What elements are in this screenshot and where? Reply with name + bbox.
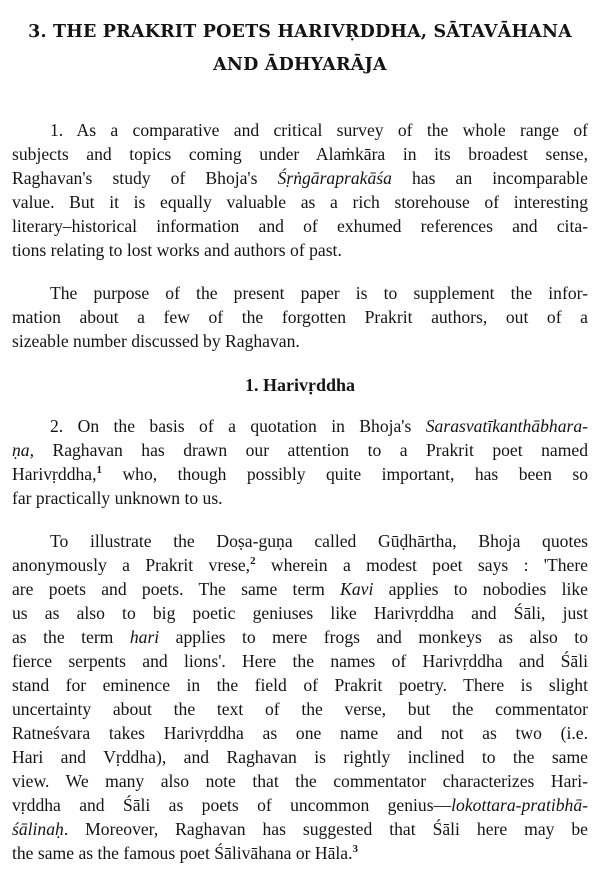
paragraph-4-line-14: the same as the famous poet Śālivāhana or Hāla.$^3$: [12, 843, 359, 863]
paragraph-4-line-8: uncertainty about the text of the verse, but the commentator: [12, 699, 588, 719]
paragraph-4-line-5: as the term hari applies to mere frogs and monkeys as also to: [12, 627, 588, 647]
paragraph-3-line-4: far practically unknown to us.: [12, 488, 223, 508]
term-hari: hari: [129, 627, 160, 647]
term-salinah: śālinaḥ: [12, 819, 64, 839]
paragraph-1-line-4: value. But it is equally valuable as a rich storehouse of interesting: [12, 192, 588, 212]
work-title-sarasvati: Sarasvatīkanthābhara-: [425, 416, 588, 436]
paragraph-1-line-6: tions relating to lost works and authors of past.: [12, 240, 342, 260]
paragraph-4-line-7: stand for eminence in the field of Prakrit poetry. There is slight: [12, 675, 588, 695]
paragraph-4-line-12: vṛddha and Śāli as poets of uncommon genius—lokottara-pratibhā-: [12, 795, 588, 815]
chapter-title-line-1: 3. THE PRAKRIT POETS HARIVṚDDHA, SĀTAVĀHANA: [28, 22, 572, 42]
paragraph-3-line-2: ṇa, Raghavan has drawn our attention to a Prakrit poet named: [12, 440, 588, 460]
paragraph-1-line-3: Raghavan's study of Bhoja's Śṛṅgāraprakāśa has an incomparable: [12, 168, 588, 188]
footnote-marker-1: 1: [96, 464, 103, 476]
term-lokottara: lokottara-pratibhā-: [451, 795, 588, 815]
paragraph-2-line-3: sizeable number discussed by Raghavan.: [12, 331, 300, 351]
footnote-marker-2: 2: [250, 555, 256, 567]
paragraph-1-line-2: subjects and topics coming under Alaṁkāra in its broadest sense,: [12, 144, 588, 164]
paragraph-4-line-3: are poets and poets. The same term Kavi applies to nobodies like: [12, 579, 588, 599]
paragraph-4-line-4: us as also to big poetic geniuses like Harivṛddha and Śāli, just: [12, 603, 588, 623]
paragraph-3-line-1: 2. On the basis of a quotation in Bhoja's Sarasvatīkanthābhara-: [50, 416, 588, 436]
paragraph-4-line-13: śālinaḥ. Moreover, Raghavan has suggested that Śāli here may be: [12, 819, 588, 839]
paragraph-2-line-1: The purpose of the present paper is to supplement the infor-: [50, 283, 588, 303]
chapter-title-line-2: AND ĀDHYARĀJA: [213, 55, 387, 75]
paragraph-1-line-1: 1. As a comparative and critical survey of the whole range of: [50, 120, 588, 140]
paragraph-4-line-1: To illustrate the Doṣa-guṇa called Gūḍhārtha, Bhoja quotes: [50, 531, 588, 551]
term-kavi: Kavi: [340, 579, 374, 599]
paragraph-4-line-11: view. We many also note that the commentator characterizes Hari-: [12, 771, 588, 791]
paragraph-2-line-2: mation about a few of the forgotten Prakrit authors, out of a: [12, 307, 588, 327]
paragraph-3-line-3: Harivṛddha,$^1$ who, though possibly quite important, has been so: [12, 464, 588, 484]
paragraph-4-line-10: Hari and Vṛddha), and Raghavan is rightly inclined to the same: [12, 747, 588, 767]
paragraph-4-line-9: Ratneśvara takes Harivṛddha as one name and not as two (i.e.: [12, 723, 588, 743]
paragraph-4-line-2: anonymously a Prakrit vrese,$^2$ wherein a modest poet says : 'There: [12, 555, 588, 575]
paragraph-4-line-6: fierce serpents and lions'. Here the names of Harivṛddha and Śāli: [12, 651, 588, 671]
paragraph-1-line-5: literary–historical information and of exhumed references and cita-: [12, 216, 588, 236]
work-title-srngaraprakasa: Śṛṅgāraprakāśa: [277, 168, 392, 188]
footnote-marker-3: 3: [352, 843, 359, 855]
section-heading: 1. Harivṛddha: [244, 375, 355, 395]
